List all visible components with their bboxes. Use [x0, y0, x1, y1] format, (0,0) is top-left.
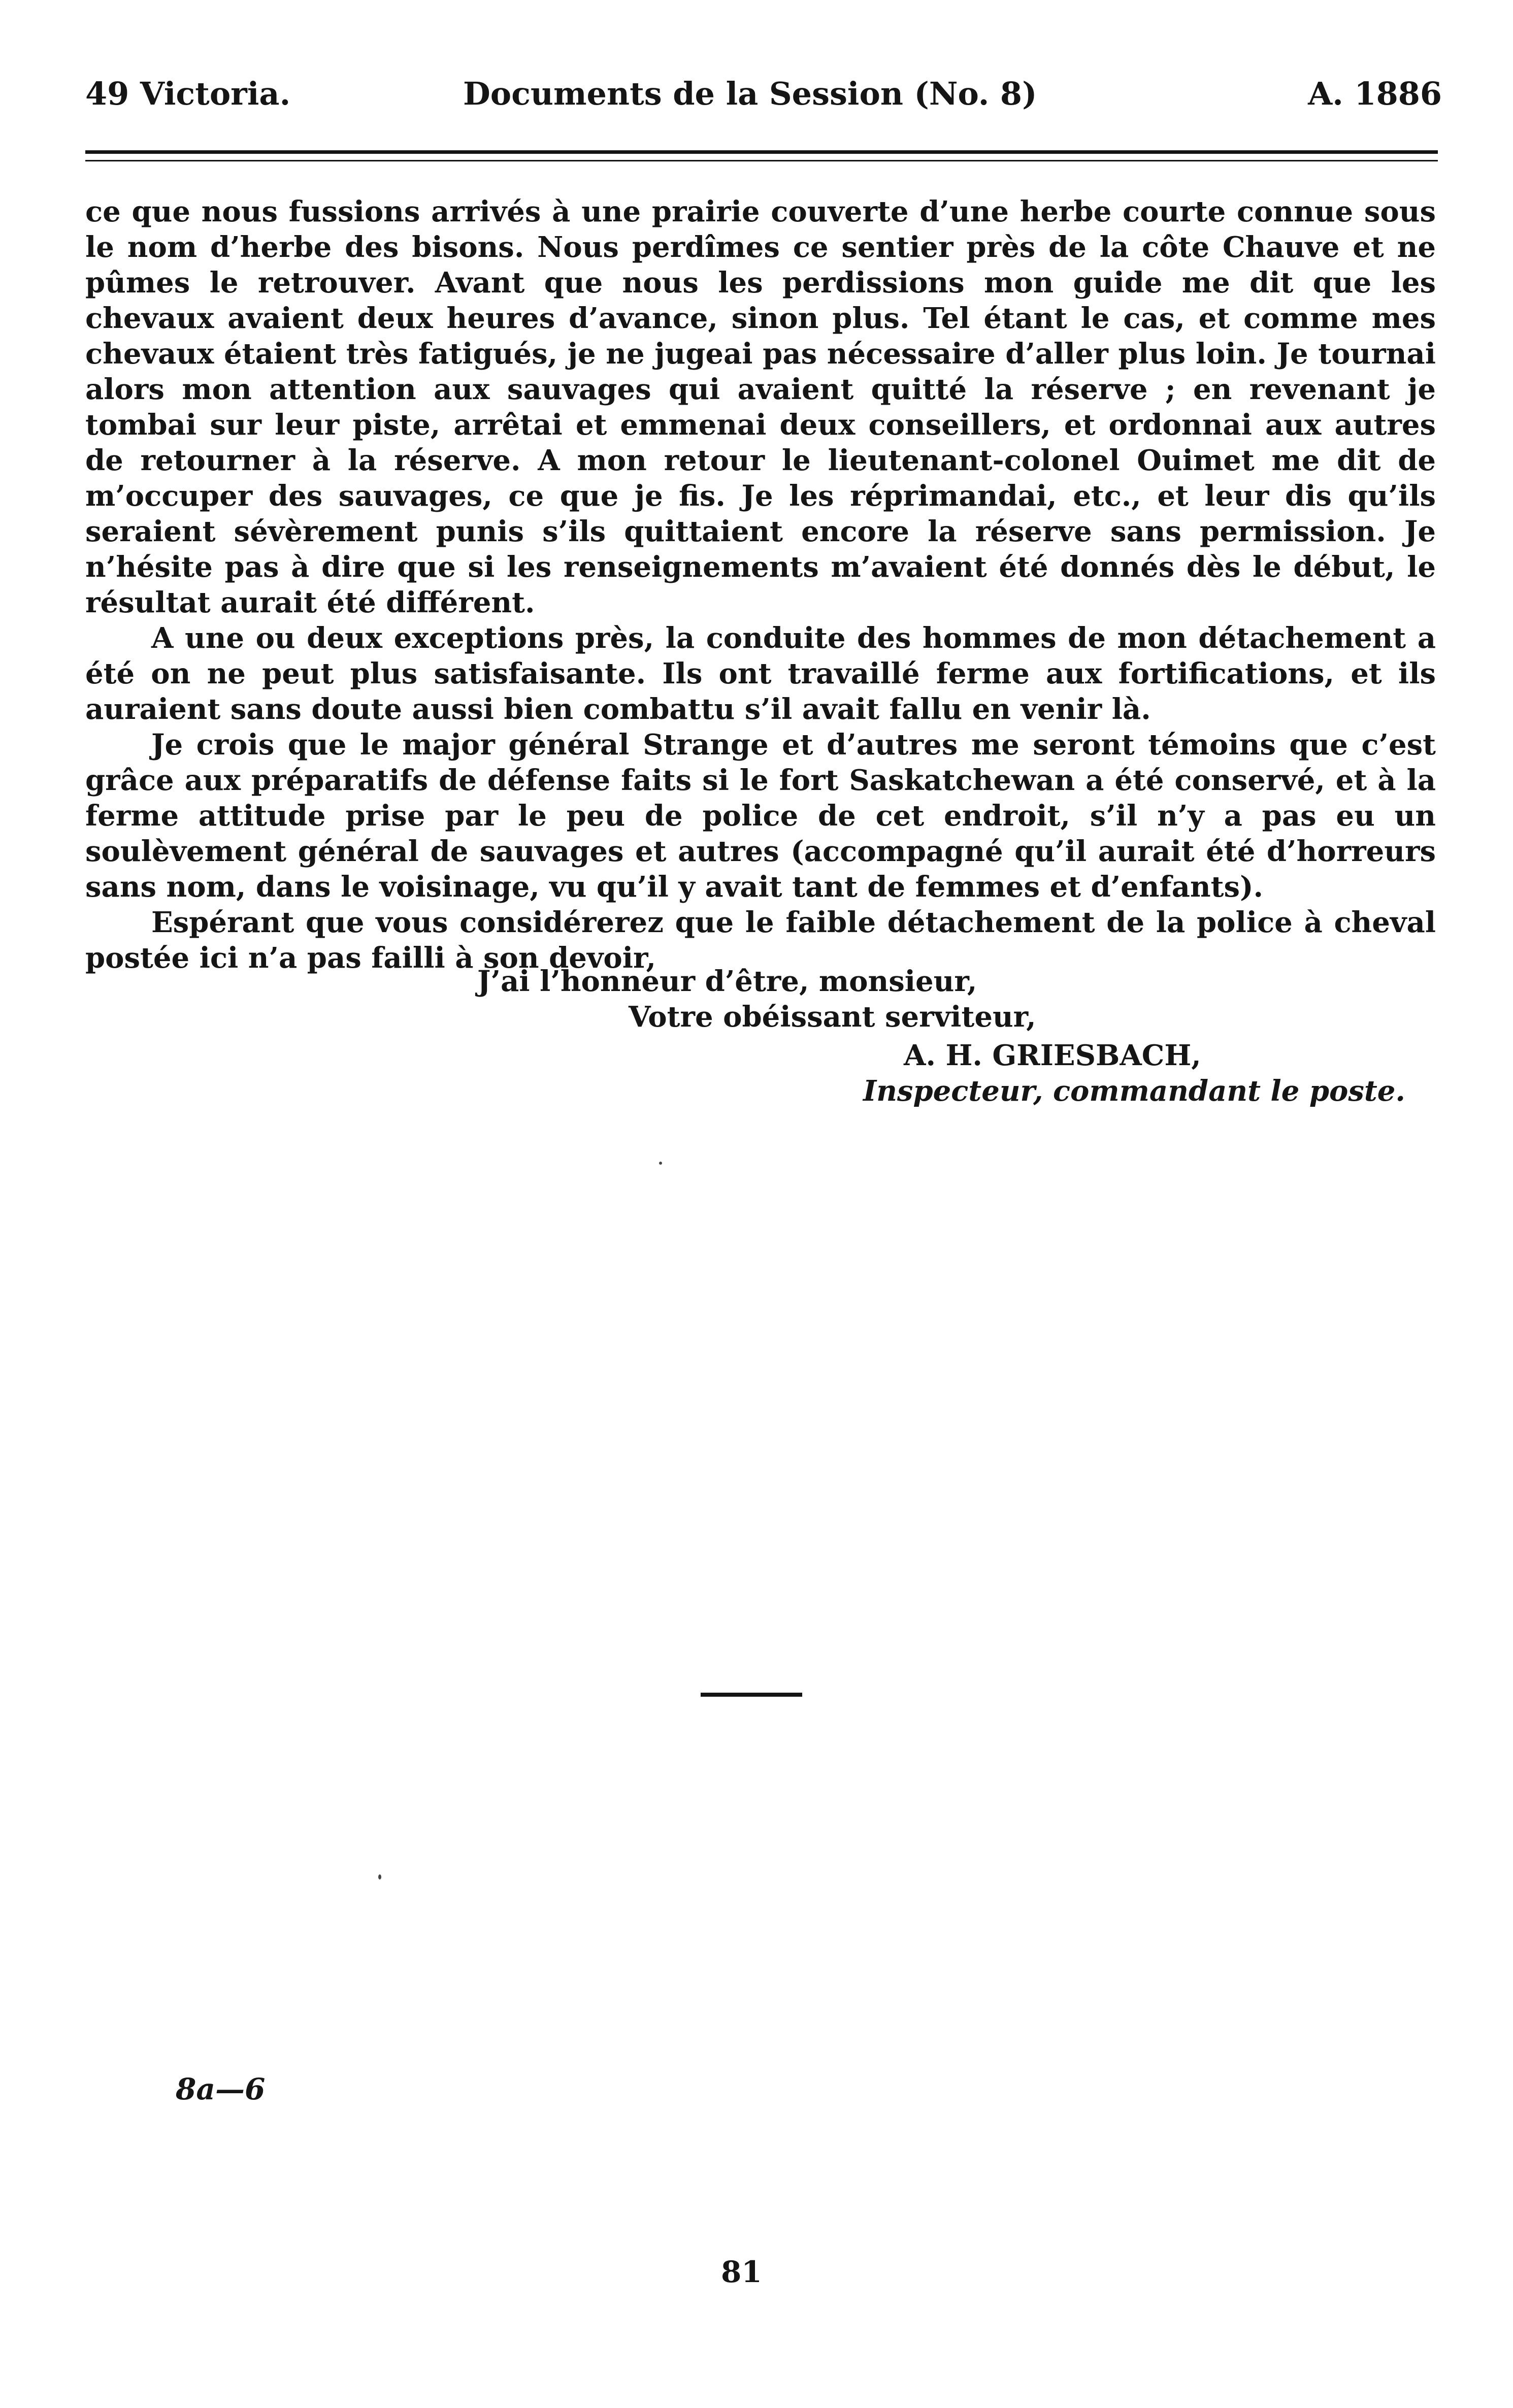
print-speck — [378, 1874, 381, 1879]
section-divider-rule — [701, 1693, 802, 1697]
paragraph-2: A une ou deux exceptions près, la conduite des hommes de mon détachement a été on ne peut plus satisfaisante. Ils ont travaillé ferme aux fortifications, et ils auraient sans doute aussi bien combattu s’il avait fallu en venir là. — [85, 621, 1436, 726]
page-number: 81 — [721, 2255, 762, 2289]
header-rule-thick — [85, 150, 1438, 154]
paragraph-3: Je crois que le major général Strange et d’autres me seront témoins que c’est grâce aux préparatifs de défense faits si le fort Saskatchewan a été conservé, et à la ferme attitude prise par le peu de police de cet endroit, s’il n’y a pas eu un soulèvement général de sauvages et autres (accompagné qu’il aurait été d’horreurs sans nom, dans le voisinage, vu qu’il y avait tant de femmes et d’enfants). — [85, 728, 1436, 904]
print-speck — [659, 1162, 662, 1165]
running-head — [85, 71, 1442, 117]
header-title: Documents de la Session (No. 8) — [463, 75, 1037, 112]
paragraph-1: ce que nous fussions arrivés à une prairie couverte d’une herbe courte connue sous le nom d’herbe des bisons. Nous perdîmes ce sentier près de la côte Chauve et ne pûmes le retrouver. Avant que nous les perdissions mon guide me dit que les chevaux avaient deux heures d’avance, sinon plus. Tel étant le cas, et comme mes chevaux étaient très fatigués, je ne jugeai pas nécessaire d’aller plus loin. Je tournai alors mon attention aux sauvages qui avaient quitté la réserve ; en revenant je tombai sur leur piste, arrêtai et emmenai deux conseillers, et ordonnai aux autres de retourner à la réserve. A mon retour le lieutenant-colonel Ouimet me dit de m’occuper des sauvages, ce que je fis. Je les réprimandai, etc., et leur dis qu’ils seraient sévèrement punis s’ils quittaient encore la réserve sans permission. Je n’hésite pas à dire que si les renseignements m’avaient été donnés dès le début, le résultat aurait été différent. — [85, 195, 1436, 619]
signature-mark: 8a—6 — [176, 2072, 266, 2106]
signature-title: Inspecteur, commandant le poste. — [863, 1074, 1405, 1108]
body-text — [85, 194, 1436, 976]
closing-salutation: J’ai l’honneur d’être, monsieur, — [477, 965, 977, 998]
closing-valediction: Votre obéissant serviteur, — [629, 1000, 1036, 1034]
header-rule-thin — [85, 160, 1438, 161]
paragraph-4: Espérant que vous considérerez que le faible détachement de la police à cheval postée ici n’a pas failli à son devoir, — [85, 906, 1436, 975]
signature-name: A. H. GRIESBACH, — [904, 1039, 1201, 1072]
header-year: 49 Victoria. — [85, 75, 291, 112]
header-session-year: A. 1886 — [1308, 75, 1442, 112]
